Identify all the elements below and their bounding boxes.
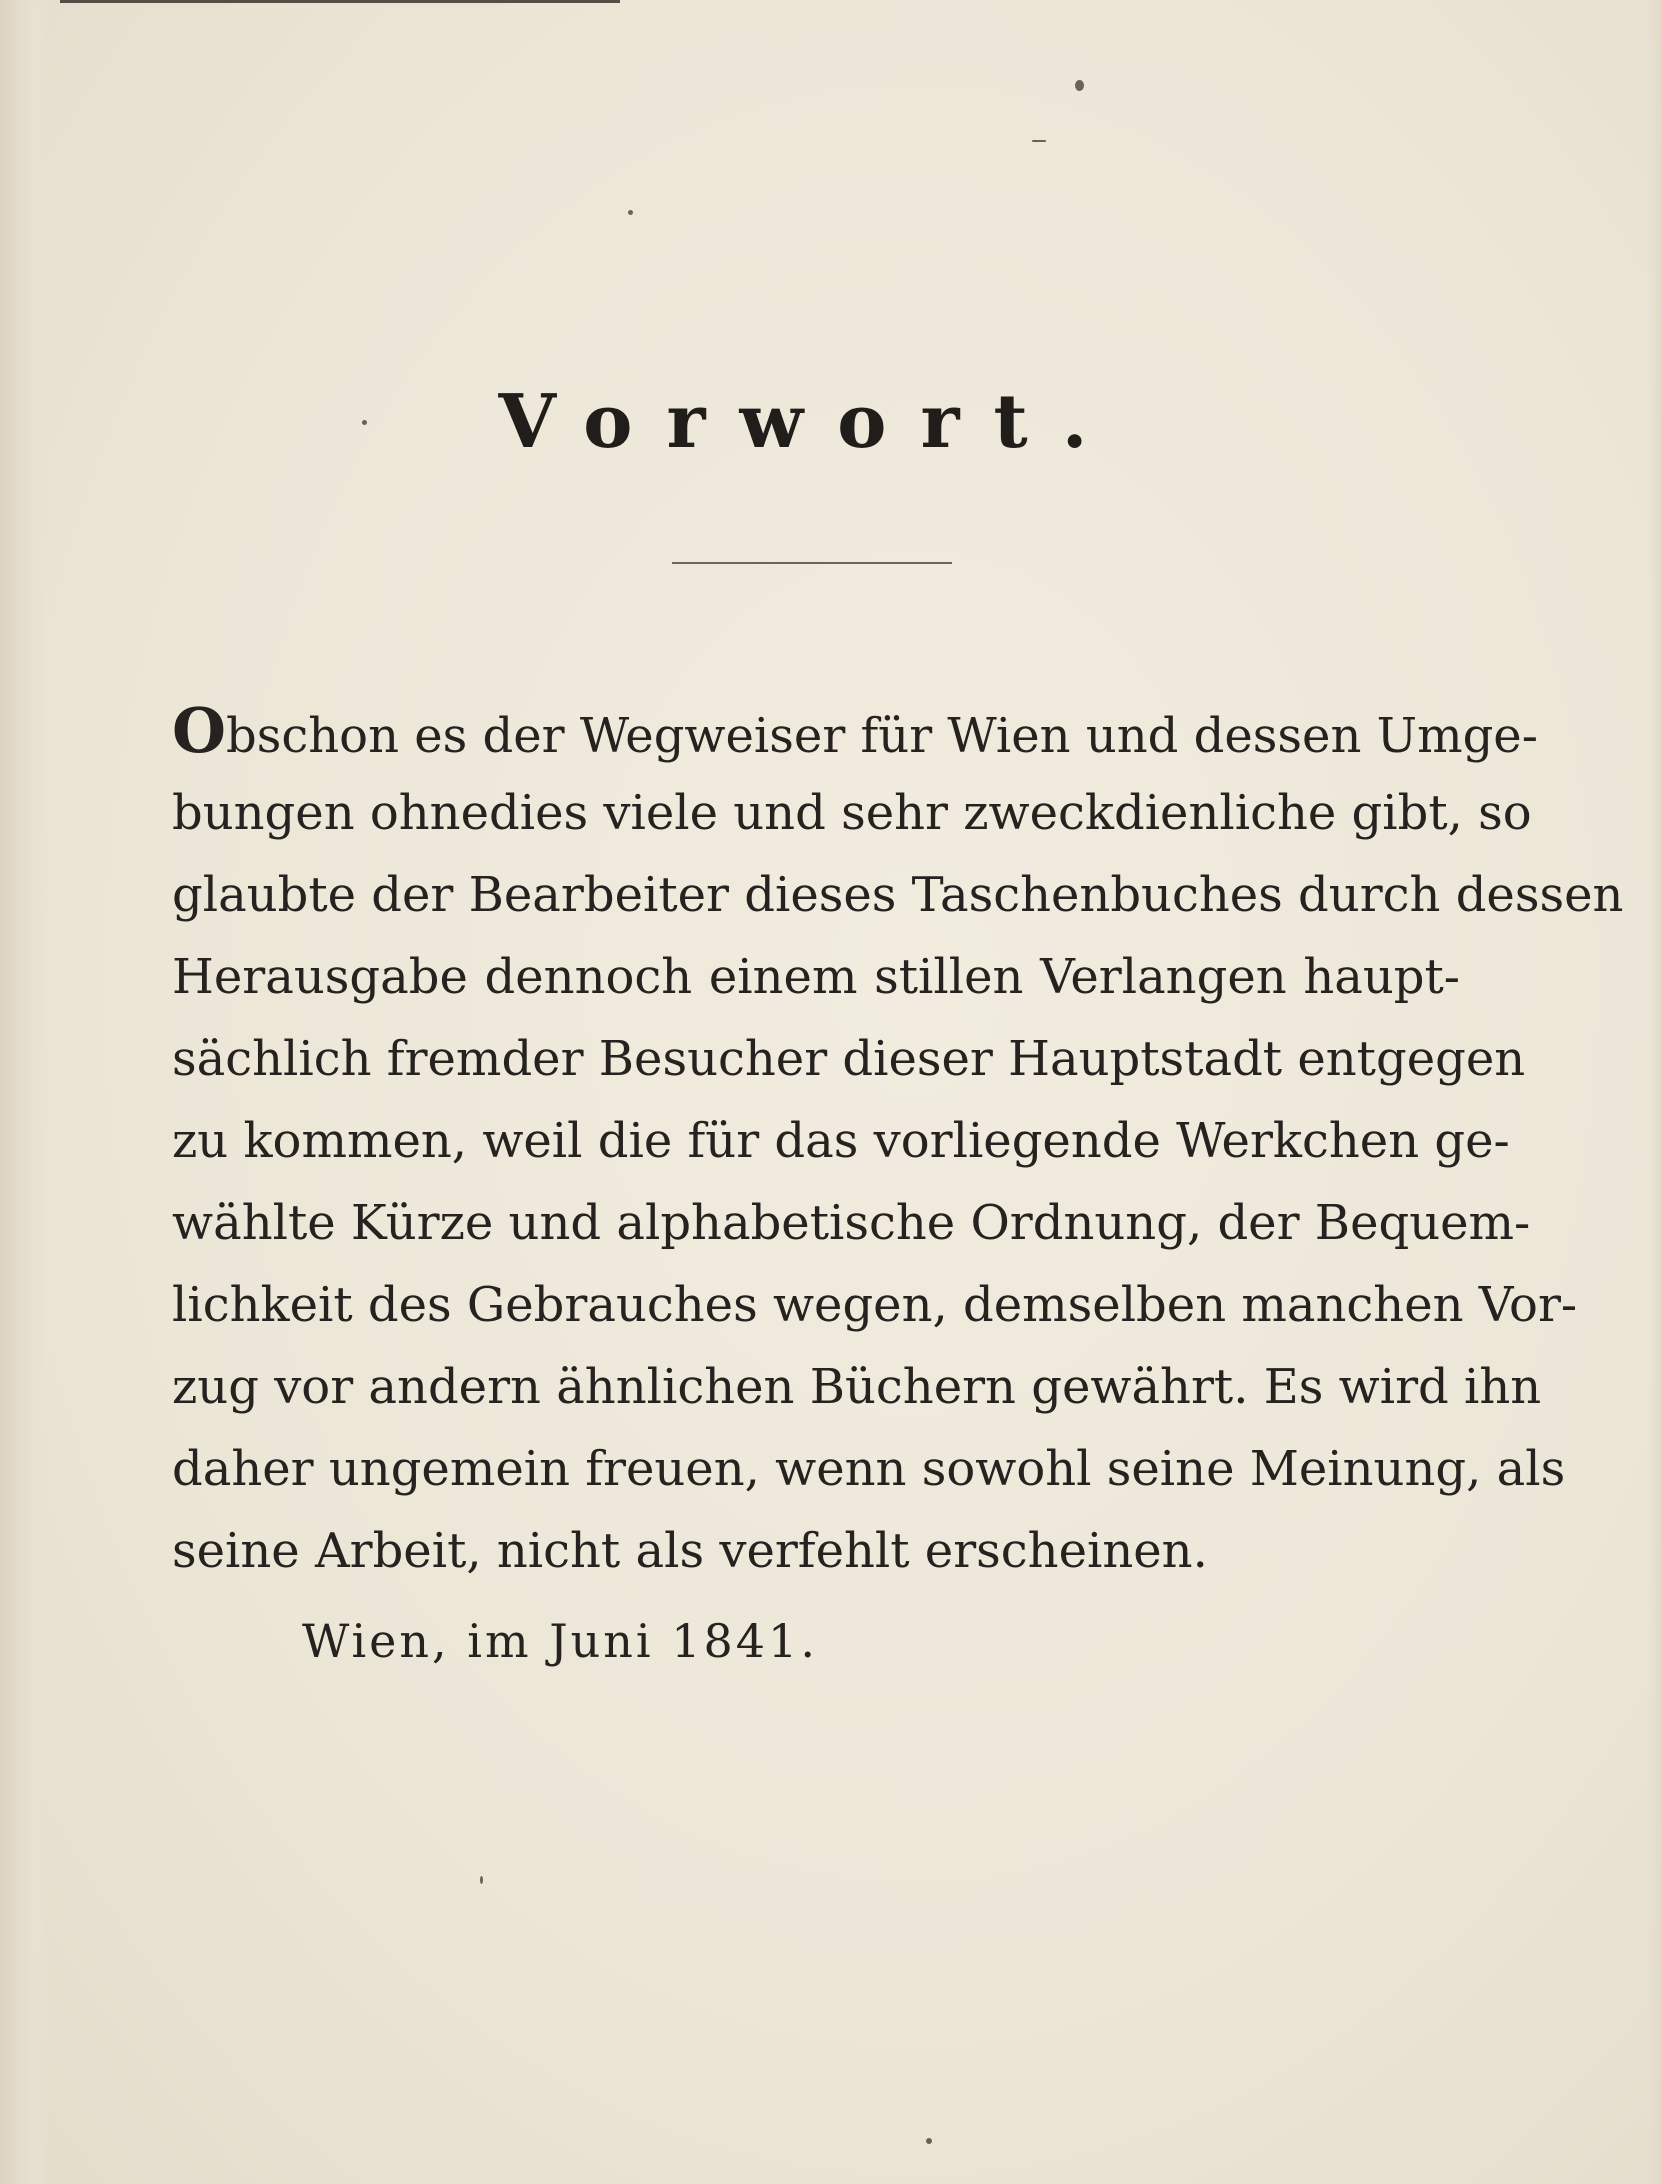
text-line-2: bungen ohnedies viele und sehr zweckdienliche gibt, so: [172, 785, 1532, 841]
text-line-5: sächlich fremder Besucher dieser Hauptstadt entgegen: [172, 1031, 1526, 1087]
text-line-8: lichkeit des Gebrauches wegen, demselben manchen Vor-: [172, 1277, 1578, 1333]
page-edge-shadow: [1648, 0, 1662, 2184]
text-line-4: Herausgabe dennoch einem stillen Verlangen haupt-: [172, 949, 1460, 1005]
text-line-10: daher ungemein freuen, wenn sowohl seine Meinung, als: [172, 1441, 1566, 1497]
paper-speck: [1032, 140, 1046, 142]
preface-text: [172, 690, 1624, 1592]
top-rule: [60, 0, 620, 3]
dateline: Wien, im Juni 1841.: [302, 1614, 818, 1668]
paper-speck: [1075, 80, 1084, 91]
text-line-1: [172, 690, 1538, 772]
text-line-6: zu kommen, weil die für das vorliegende Werkchen ge-: [172, 1113, 1510, 1169]
paper-speck: [926, 2138, 932, 2144]
heading-divider: [672, 562, 952, 564]
drop-cap: O: [172, 694, 227, 767]
text-line-11: seine Arbeit, nicht als verfehlt erscheinen.: [172, 1523, 1208, 1579]
paper-speck: [362, 420, 367, 425]
text-line-3: glaubte der Bearbeiter dieses Taschenbuches durch dessen: [172, 867, 1624, 923]
page-heading: Vorwort.: [498, 379, 1122, 465]
text-line-1-rest: bschon es der Wegweiser für Wien und dessen Umge-: [226, 708, 1538, 764]
paper-speck: [480, 1876, 483, 1884]
text-line-7: wählte Kürze und alphabetische Ordnung, der Bequem-: [172, 1195, 1531, 1251]
page-gutter-shadow: [0, 0, 48, 2184]
paper-speck: [628, 210, 633, 215]
text-line-9: zug vor andern ähnlichen Büchern gewährt. Es wird ihn: [172, 1359, 1542, 1415]
